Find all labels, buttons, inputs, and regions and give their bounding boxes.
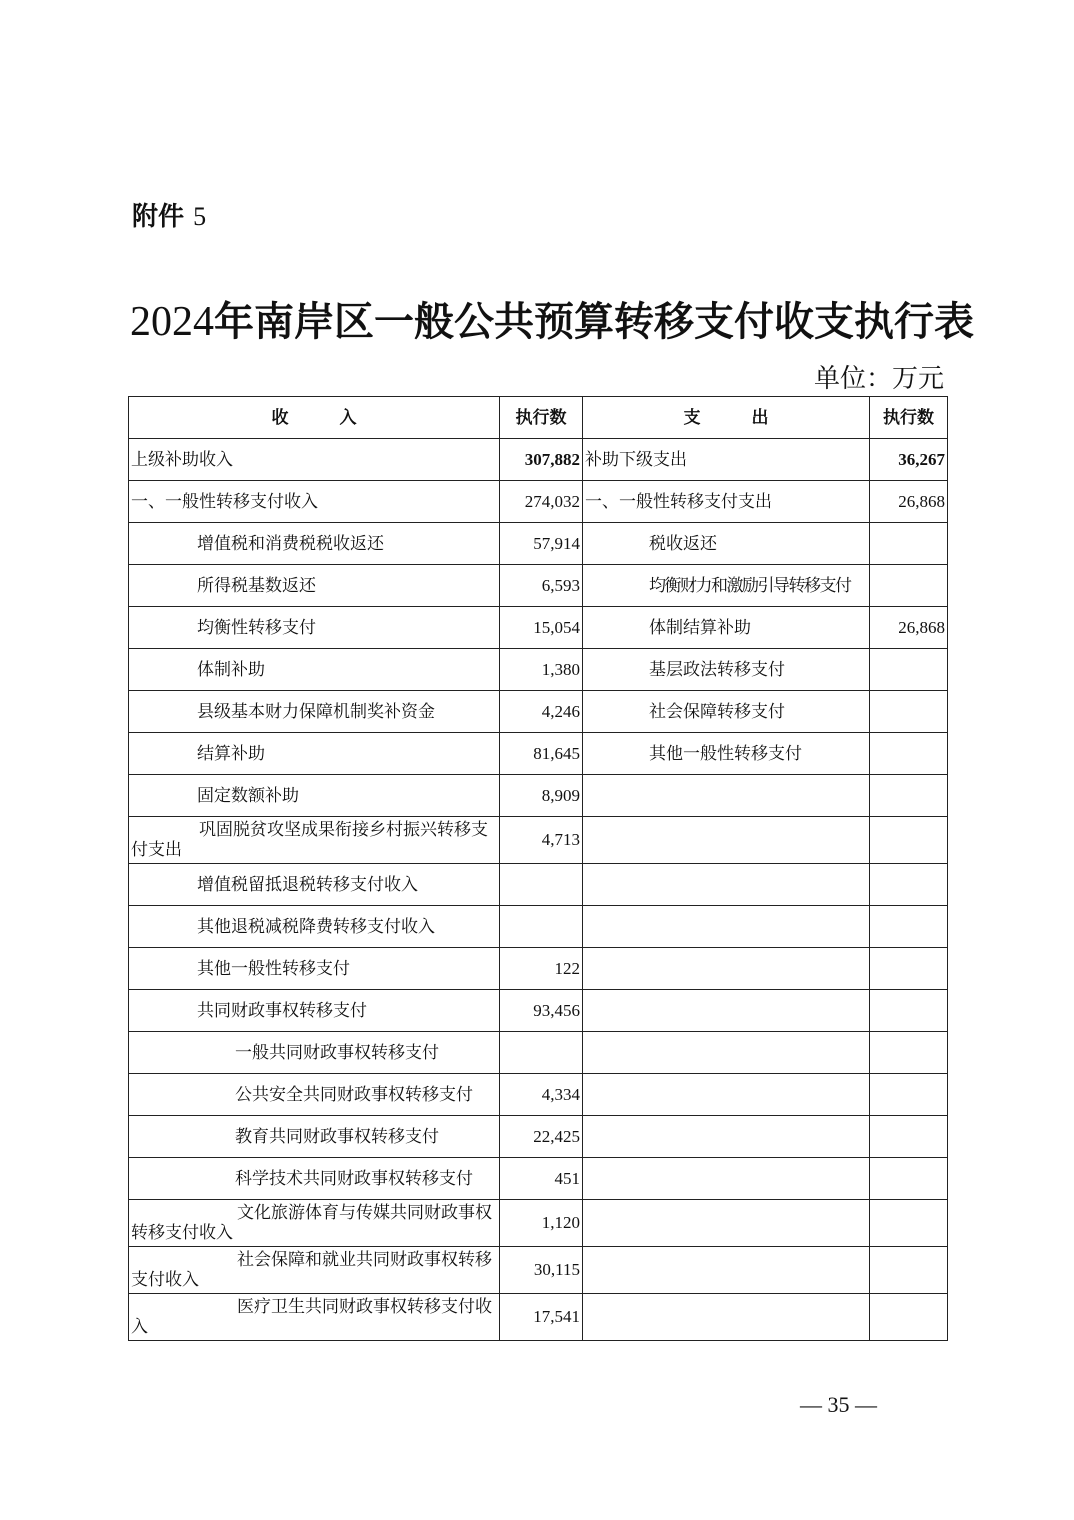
page-title [130, 290, 974, 347]
attachment-number: 5 [193, 202, 207, 231]
expense-value [870, 1116, 948, 1158]
income-value: 30,115 [500, 1247, 583, 1294]
income-value: 17,541 [500, 1294, 583, 1341]
income-value: 6,593 [500, 565, 583, 607]
income-value [500, 906, 583, 948]
expense-item: 补助下级支出 [583, 439, 870, 481]
expense-value [870, 733, 948, 775]
income-item: 社会保障和就业共同财政事权转移支付收入 [129, 1247, 500, 1294]
expense-value [870, 1200, 948, 1247]
income-item: 科学技术共同财政事权转移支付 [129, 1158, 500, 1200]
expense-item: 社会保障转移支付 [583, 691, 870, 733]
expense-item [583, 817, 870, 864]
income-item: 医疗卫生共同财政事权转移支付收入 [129, 1294, 500, 1341]
expense-item [583, 906, 870, 948]
table-row [129, 607, 948, 649]
table-row [129, 1158, 948, 1200]
table-row [129, 523, 948, 565]
expense-value [870, 948, 948, 990]
expense-value: 26,868 [870, 481, 948, 523]
table-row [129, 439, 948, 481]
income-item: 公共安全共同财政事权转移支付 [129, 1074, 500, 1116]
expense-value [870, 1294, 948, 1341]
expense-value [870, 906, 948, 948]
table-row [129, 1294, 948, 1341]
expense-value [870, 523, 948, 565]
income-value: 307,882 [500, 439, 583, 481]
expense-value [870, 1158, 948, 1200]
income-value: 22,425 [500, 1116, 583, 1158]
expense-item [583, 948, 870, 990]
income-value: 4,713 [500, 817, 583, 864]
expense-value [870, 864, 948, 906]
expense-item [583, 1116, 870, 1158]
page-number: — 35 — [800, 1392, 877, 1417]
table-header-row [129, 397, 948, 439]
expense-item [583, 775, 870, 817]
table-row [129, 775, 948, 817]
expense-value [870, 691, 948, 733]
expense-item [583, 1158, 870, 1200]
income-value: 1,380 [500, 649, 583, 691]
expense-item [583, 990, 870, 1032]
expense-item [583, 1247, 870, 1294]
income-item: 一、一般性转移支付收入 [129, 481, 500, 523]
header-expense: 支 出 [583, 397, 870, 439]
table-row [129, 565, 948, 607]
expense-value [870, 817, 948, 864]
income-item: 县级基本财力保障机制奖补资金 [129, 691, 500, 733]
expense-value [870, 1032, 948, 1074]
table-row [129, 817, 948, 864]
table-row [129, 990, 948, 1032]
income-value: 93,456 [500, 990, 583, 1032]
expense-item [583, 1074, 870, 1116]
income-item: 上级补助收入 [129, 439, 500, 481]
header-income: 收 入 [129, 397, 500, 439]
expense-item: 基层政法转移支付 [583, 649, 870, 691]
transfer-payment-table [128, 396, 948, 1341]
income-item: 共同财政事权转移支付 [129, 990, 500, 1032]
expense-value [870, 1074, 948, 1116]
income-item: 固定数额补助 [129, 775, 500, 817]
expense-item [583, 1032, 870, 1074]
income-value: 4,246 [500, 691, 583, 733]
expense-item: 一、一般性转移支付支出 [583, 481, 870, 523]
table-row [129, 864, 948, 906]
attachment-text: 附件 [132, 202, 185, 232]
expense-item [583, 864, 870, 906]
income-value: 8,909 [500, 775, 583, 817]
income-value: 274,032 [500, 481, 583, 523]
table-row [129, 481, 948, 523]
expense-value [870, 565, 948, 607]
header-income-amount: 执行数 [500, 397, 583, 439]
unit-label: 单位：万元 [813, 364, 944, 394]
table-row [129, 948, 948, 990]
expense-item: 均衡财力和激励引导转移支付 [583, 565, 870, 607]
expense-value [870, 1247, 948, 1294]
table-row [129, 1247, 948, 1294]
expense-value [870, 990, 948, 1032]
income-item: 均衡性转移支付 [129, 607, 500, 649]
table-row [129, 733, 948, 775]
table-row [129, 1032, 948, 1074]
attachment-label [132, 196, 206, 233]
income-value [500, 864, 583, 906]
expense-item: 体制结算补助 [583, 607, 870, 649]
income-item: 巩固脱贫攻坚成果衔接乡村振兴转移支付支出 [129, 817, 500, 864]
title-text: 年南岸区一般公共预算转移支付收支执行表 [214, 299, 974, 345]
expense-value [870, 775, 948, 817]
header-expense-amount: 执行数 [870, 397, 948, 439]
income-item: 增值税留抵退税转移支付收入 [129, 864, 500, 906]
income-value: 1,120 [500, 1200, 583, 1247]
income-item: 教育共同财政事权转移支付 [129, 1116, 500, 1158]
income-value: 81,645 [500, 733, 583, 775]
expense-value: 26,868 [870, 607, 948, 649]
table-row [129, 1074, 948, 1116]
income-item: 增值税和消费税税收返还 [129, 523, 500, 565]
income-value: 57,914 [500, 523, 583, 565]
income-value: 451 [500, 1158, 583, 1200]
expense-item [583, 1200, 870, 1247]
income-item: 文化旅游体育与传媒共同财政事权转移支付收入 [129, 1200, 500, 1247]
expense-item [583, 1294, 870, 1341]
expense-value [870, 649, 948, 691]
income-item: 体制补助 [129, 649, 500, 691]
expense-item: 税收返还 [583, 523, 870, 565]
income-value: 4,334 [500, 1074, 583, 1116]
title-year: 2024 [130, 299, 214, 345]
table-row [129, 906, 948, 948]
income-value [500, 1032, 583, 1074]
expense-value: 36,267 [870, 439, 948, 481]
income-item: 其他退税减税降费转移支付收入 [129, 906, 500, 948]
table-row [129, 691, 948, 733]
income-item: 一般共同财政事权转移支付 [129, 1032, 500, 1074]
income-item: 其他一般性转移支付 [129, 948, 500, 990]
income-value: 122 [500, 948, 583, 990]
income-item: 结算补助 [129, 733, 500, 775]
table-row [129, 1116, 948, 1158]
table-row [129, 1200, 948, 1247]
table-row [129, 649, 948, 691]
income-value: 15,054 [500, 607, 583, 649]
expense-item: 其他一般性转移支付 [583, 733, 870, 775]
income-item: 所得税基数返还 [129, 565, 500, 607]
